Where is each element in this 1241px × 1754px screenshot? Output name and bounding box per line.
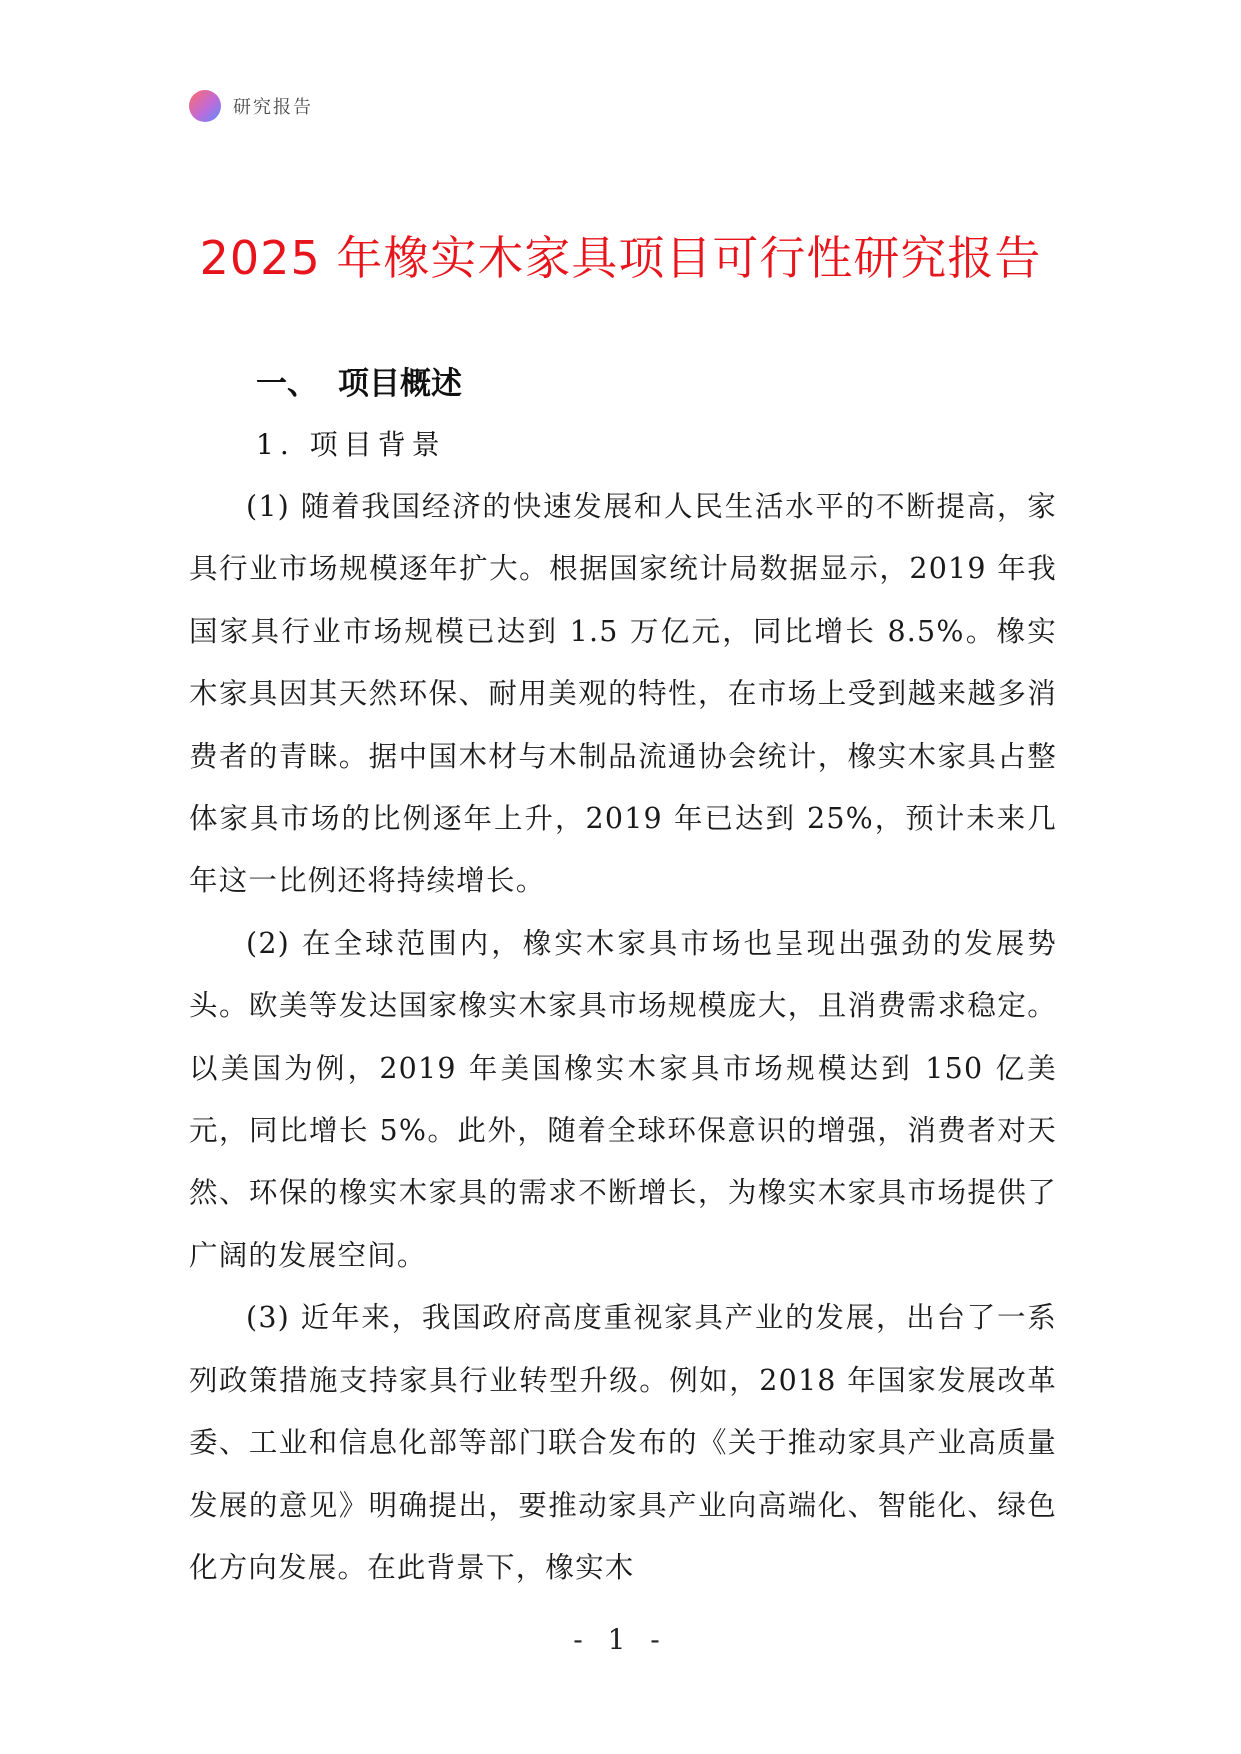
logo-icon bbox=[189, 90, 221, 122]
paragraph-3: (3) 近年来，我国政府高度重视家具产业的发展，出台了一系列政策措施支持家具行业转型升级。例如，2018 年国家发展改革委、工业和信息化部等部门联合发布的《关于推动家具产业高质量发展的意见》明确提出，要推动家具产业向高端化、智能化、绿色化方向发展。在此背景下，橡实木 bbox=[189, 1301, 1057, 1584]
paragraph-1: (1) 随着我国经济的快速发展和人民生活水平的不断提高，家具行业市场规模逐年扩大。根据国家统计局数据显示，2019 年我国家具行业市场规模已达到 1.5 万亿元，同比增长 8.5%。橡实木家具因其天然环保、耐用美观的特性，在市场上受到越来越多消费者的青睐。据中国木材与木制品流通协会统计，橡实木家具占整体家具市场的比例逐年上升，2019 年已达到 25%，预计未来几年这一比例还将持续增长。 bbox=[189, 490, 1057, 898]
document-title: 2025 年橡实木家具项目可行性研究报告 bbox=[199, 231, 1042, 285]
subsection-heading: 1. 项目背景 bbox=[256, 428, 446, 461]
header-label: 研究报告 bbox=[233, 97, 313, 118]
section-heading bbox=[256, 358, 462, 403]
body-text bbox=[189, 476, 1057, 1599]
section-number: 一、 bbox=[256, 366, 318, 402]
section-title: 项目概述 bbox=[338, 366, 462, 402]
document-header bbox=[189, 90, 313, 122]
page-number: - 1 - bbox=[573, 1623, 668, 1656]
paragraph-2: (2) 在全球范围内，橡实木家具市场也呈现出强劲的发展势头。欧美等发达国家橡实木家具市场规模庞大，且消费需求稳定。以美国为例，2019 年美国橡实木家具市场规模达到 150 亿美元，同比增长 5%。此外，随着全球环保意识的增强，消费者对天然、环保的橡实木家具的需求不断增长，为橡实木家具市场提供了广阔的发展空间。 bbox=[189, 926, 1057, 1272]
